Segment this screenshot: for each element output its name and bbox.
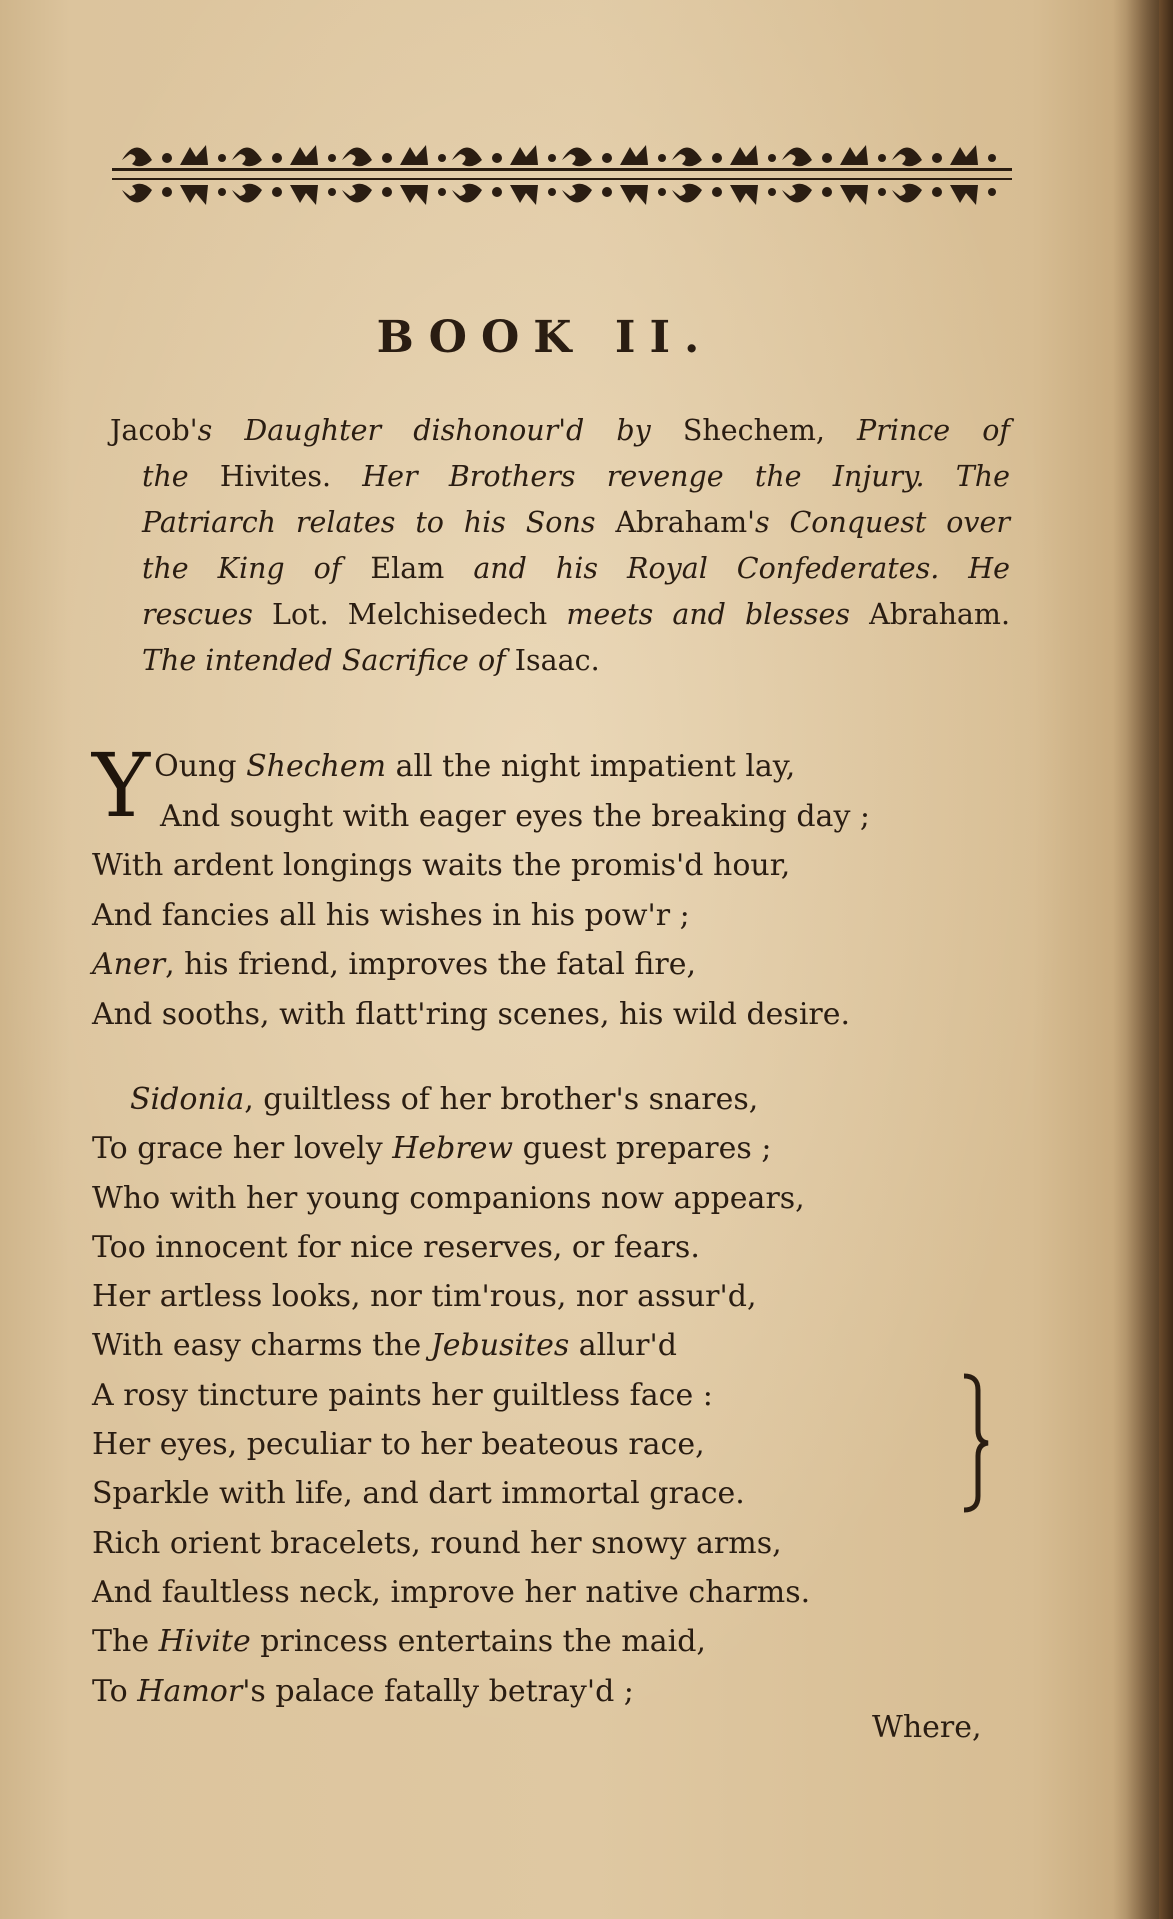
verse-line <box>110 454 1010 500</box>
text-run: meets and blesses <box>566 598 870 631</box>
text-run: Shechem <box>246 749 387 784</box>
stanza-one <box>92 734 1012 1039</box>
verse-line <box>110 408 1010 454</box>
text-run: The <box>92 1624 159 1660</box>
text-run: Her eyes, peculiar to her beateous race, <box>92 1427 705 1463</box>
drop-cap: Y <box>92 734 151 837</box>
text-run: And faultless neck, improve her native charms. <box>92 1574 811 1610</box>
text-run: the King of <box>142 552 371 585</box>
text-run: A rosy tincture paints her guiltless face : <box>92 1377 713 1413</box>
verse-line <box>92 1469 1012 1518</box>
text-run: the <box>142 460 220 493</box>
verse-line <box>92 1371 1012 1420</box>
text-run: 's Daughter dishonour'd by <box>189 414 683 447</box>
text-run: , his friend, improves the fatal fire, <box>165 947 697 982</box>
text-run: Abraham <box>615 506 748 539</box>
text-run: Hamor <box>137 1673 243 1709</box>
verse-line <box>92 1568 1012 1617</box>
verse-line <box>92 1321 1012 1370</box>
text-run: Too innocent for nice reserves, or fears. <box>92 1229 700 1265</box>
verse-line <box>92 1124 1012 1173</box>
book-heading: BOOK II. <box>376 312 714 363</box>
text-run: Hivites. <box>219 460 363 493</box>
verse-line <box>110 638 1010 684</box>
text-run: Jebusites <box>430 1328 570 1364</box>
text-run: Shechem, <box>682 414 858 447</box>
verse-line <box>92 792 1012 842</box>
chapter-argument <box>110 408 1010 684</box>
text-run: , guiltless of her brother's snares, <box>244 1082 759 1117</box>
text-run: allur'd <box>569 1328 677 1364</box>
text-run: Aner <box>92 947 166 982</box>
verse-line <box>110 592 1010 638</box>
text-run: To <box>92 1673 138 1709</box>
catchword: Where, <box>872 1710 982 1745</box>
text-run: With ardent longings waits the promis'd hour, <box>92 848 791 883</box>
verse-line <box>110 500 1010 546</box>
text-run: all the night impatient lay, <box>386 749 796 784</box>
text-run: Hebrew <box>392 1131 514 1167</box>
text-run: princess entertains the maid, <box>250 1624 706 1660</box>
text-run: guest prepares ; <box>513 1131 772 1167</box>
verse-line <box>92 1519 1012 1568</box>
text-run: Elam <box>370 552 474 585</box>
text-run: Her artless looks, nor tim'rous, nor assur'd, <box>92 1279 757 1315</box>
text-run: Abraham. <box>869 598 1011 631</box>
verse-line <box>92 1420 1012 1469</box>
text-run: With easy charms the <box>92 1328 431 1364</box>
page-edge <box>1159 0 1173 1919</box>
verse-line <box>92 841 1012 891</box>
text-run: The intended Sacrifice of <box>142 644 515 677</box>
verse-line <box>92 1223 1012 1272</box>
text-run: Sparkle with life, and dart immortal grace. <box>92 1476 745 1512</box>
verse-line <box>92 1272 1012 1321</box>
text-run: Rich orient bracelets, round her snowy arms, <box>92 1525 782 1561</box>
verse-line <box>92 1667 1012 1716</box>
text-run: rescues <box>142 598 273 631</box>
text-run: Isaac. <box>514 644 600 677</box>
text-run: And sought with eager eyes the breaking day ; <box>160 798 871 834</box>
stanza-two <box>92 1075 1012 1716</box>
text-run: Who with her young companions now appears, <box>92 1180 805 1216</box>
text-run: Patriarch relates to his Sons <box>142 506 616 539</box>
text-run: And fancies all his wishes in his pow'r ; <box>92 897 690 933</box>
text-run: Jacob <box>110 414 190 447</box>
text-run: Lot. Melchisedech <box>272 598 567 631</box>
text-run: Prince of <box>857 414 1010 447</box>
verse-line <box>92 1075 1012 1124</box>
text-run: Sidonia <box>130 1082 245 1117</box>
verse-line <box>92 742 1012 792</box>
printers-ornament-band <box>112 130 1012 220</box>
triplet-brace <box>960 1372 990 1514</box>
text-run: To grace her lovely <box>92 1131 393 1167</box>
text-run: 's Conquest over <box>747 506 1010 539</box>
text-run: 's palace fatally betray'd ; <box>242 1673 634 1709</box>
text-run: and his Royal Confederates. He <box>473 552 1010 585</box>
text-run: Oung <box>154 749 247 784</box>
text-run: Her Brothers revenge the Injury. The <box>362 460 1010 493</box>
verse-line <box>110 546 1010 592</box>
text-run: And sooths, with flatt'ring scenes, his wild desire. <box>92 996 851 1032</box>
verse-line <box>92 1617 1012 1666</box>
text-run: Hivite <box>158 1624 251 1660</box>
verse-line <box>92 1174 1012 1223</box>
verse-line <box>92 940 1012 990</box>
verse-line <box>92 990 1012 1040</box>
verse-line <box>92 891 1012 941</box>
